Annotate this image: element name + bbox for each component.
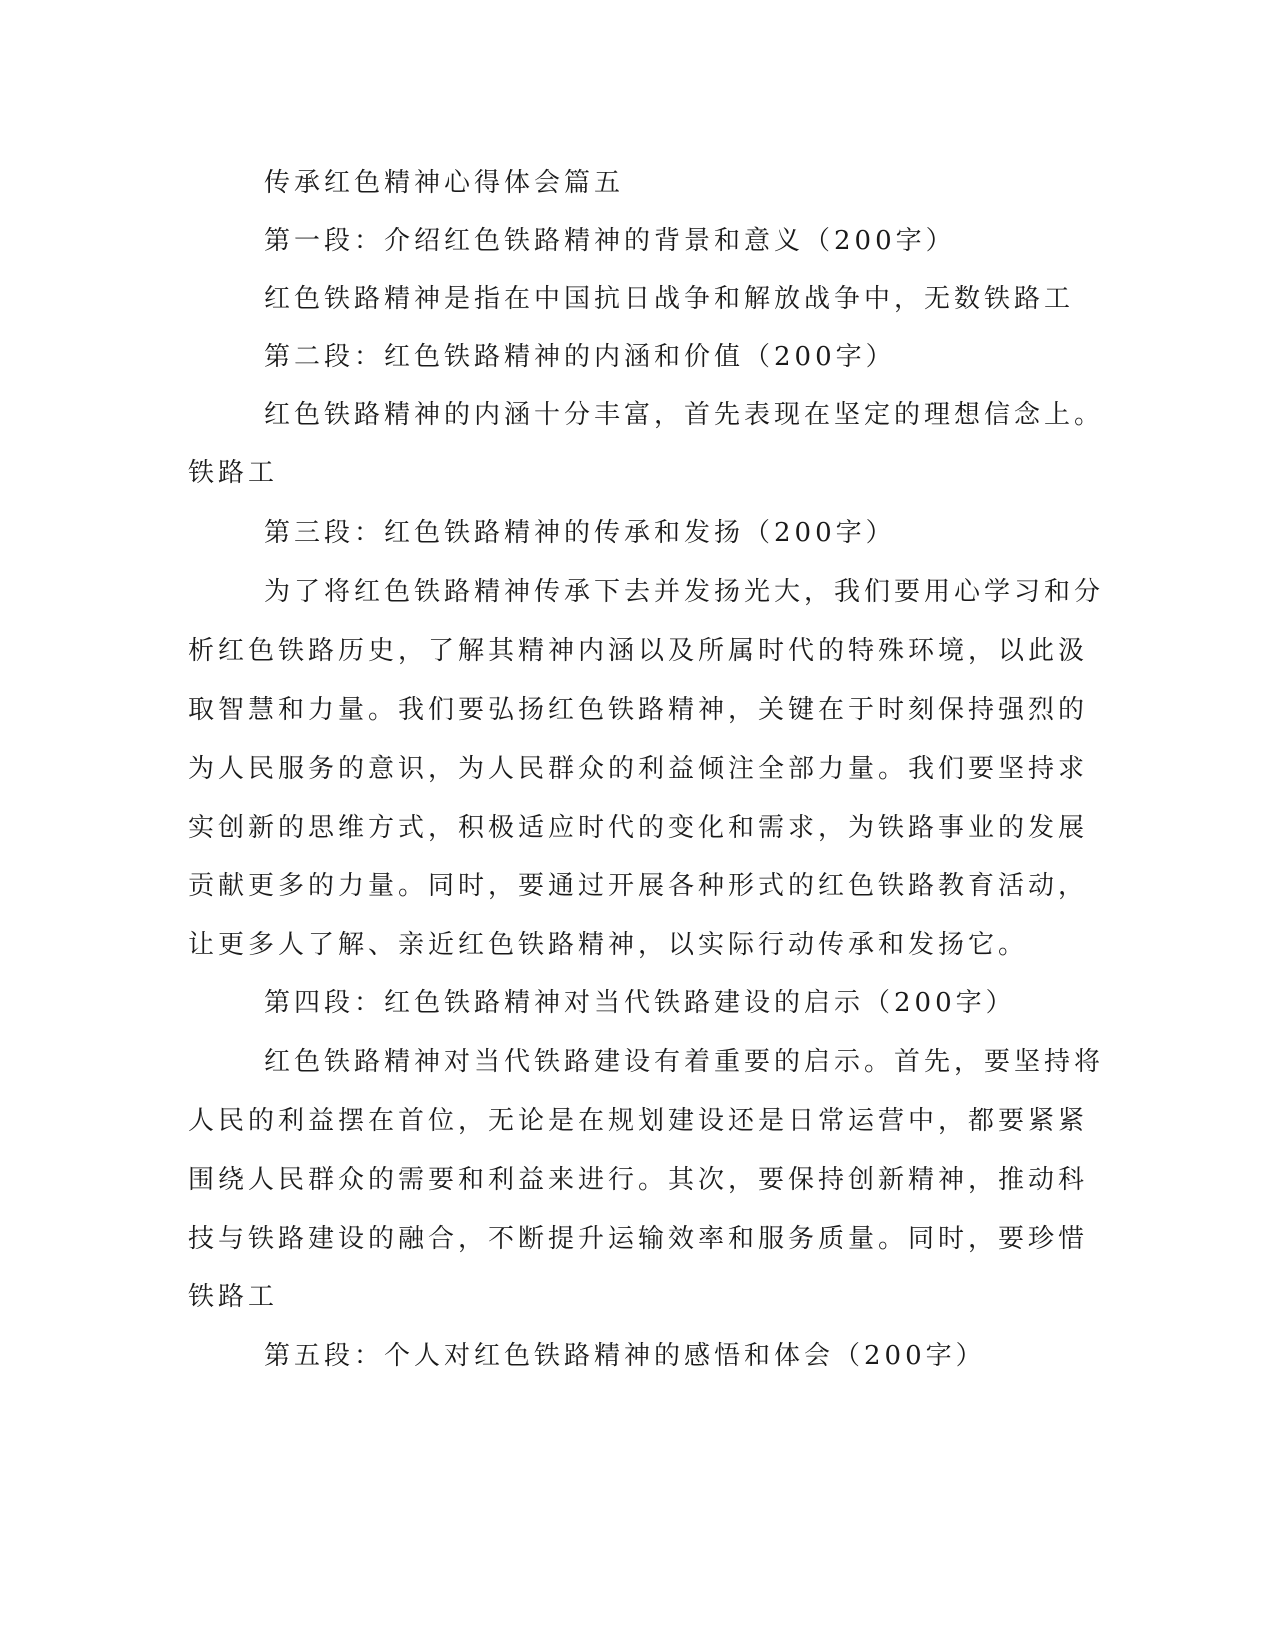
section-5-heading: 第五段：个人对红色铁路精神的感悟和体会（200字） <box>264 1341 986 1371</box>
section-4-paragraph-line: 人民的利益摆在首位，无论是在规划建设还是日常运营中，都要紧紧 <box>188 1106 1089 1136</box>
section-3-paragraph-line: 贡献更多的力量。同时，要通过开展各种形式的红色铁路教育活动， <box>188 871 1089 901</box>
document-title: 传承红色精神心得体会篇五 <box>264 168 625 198</box>
section-2-heading: 第二段：红色铁路精神的内涵和价值（200字） <box>264 342 896 372</box>
section-3-paragraph-line: 取智慧和力量。我们要弘扬红色铁路精神，关键在于时刻保持强烈的 <box>188 695 1089 725</box>
section-3-paragraph-line: 析红色铁路历史，了解其精神内涵以及所属时代的特殊环境，以此汲 <box>188 636 1089 666</box>
section-3-paragraph-line: 为了将红色铁路精神传承下去并发扬光大，我们要用心学习和分 <box>264 577 1105 607</box>
section-1-paragraph-line: 红色铁路精神是指在中国抗日战争和解放战争中，无数铁路工 <box>264 284 1075 314</box>
section-2-paragraph-line: 铁路工 <box>188 458 279 488</box>
section-3-paragraph-line: 为人民服务的意识，为人民群众的利益倾注全部力量。我们要坚持求 <box>188 754 1089 784</box>
section-4-paragraph-line: 红色铁路精神对当代铁路建设有着重要的启示。首先，要坚持将 <box>264 1047 1105 1077</box>
section-3-heading: 第三段：红色铁路精神的传承和发扬（200字） <box>264 518 896 548</box>
section-4-paragraph-line: 技与铁路建设的融合，不断提升运输效率和服务质量。同时，要珍惜 <box>188 1224 1089 1254</box>
section-2-paragraph-line: 红色铁路精神的内涵十分丰富，首先表现在坚定的理想信念上。 <box>264 400 1105 430</box>
section-3-paragraph-line: 让更多人了解、亲近红色铁路精神，以实际行动传承和发扬它。 <box>188 930 1029 960</box>
section-1-heading: 第一段：介绍红色铁路精神的背景和意义（200字） <box>264 226 956 256</box>
section-4-heading: 第四段：红色铁路精神对当代铁路建设的启示（200字） <box>264 988 1016 1018</box>
section-4-paragraph-line: 铁路工 <box>188 1282 279 1312</box>
section-4-paragraph-line: 围绕人民群众的需要和利益来进行。其次，要保持创新精神，推动科 <box>188 1165 1089 1195</box>
section-3-paragraph-line: 实创新的思维方式，积极适应时代的变化和需求，为铁路事业的发展 <box>188 813 1089 843</box>
